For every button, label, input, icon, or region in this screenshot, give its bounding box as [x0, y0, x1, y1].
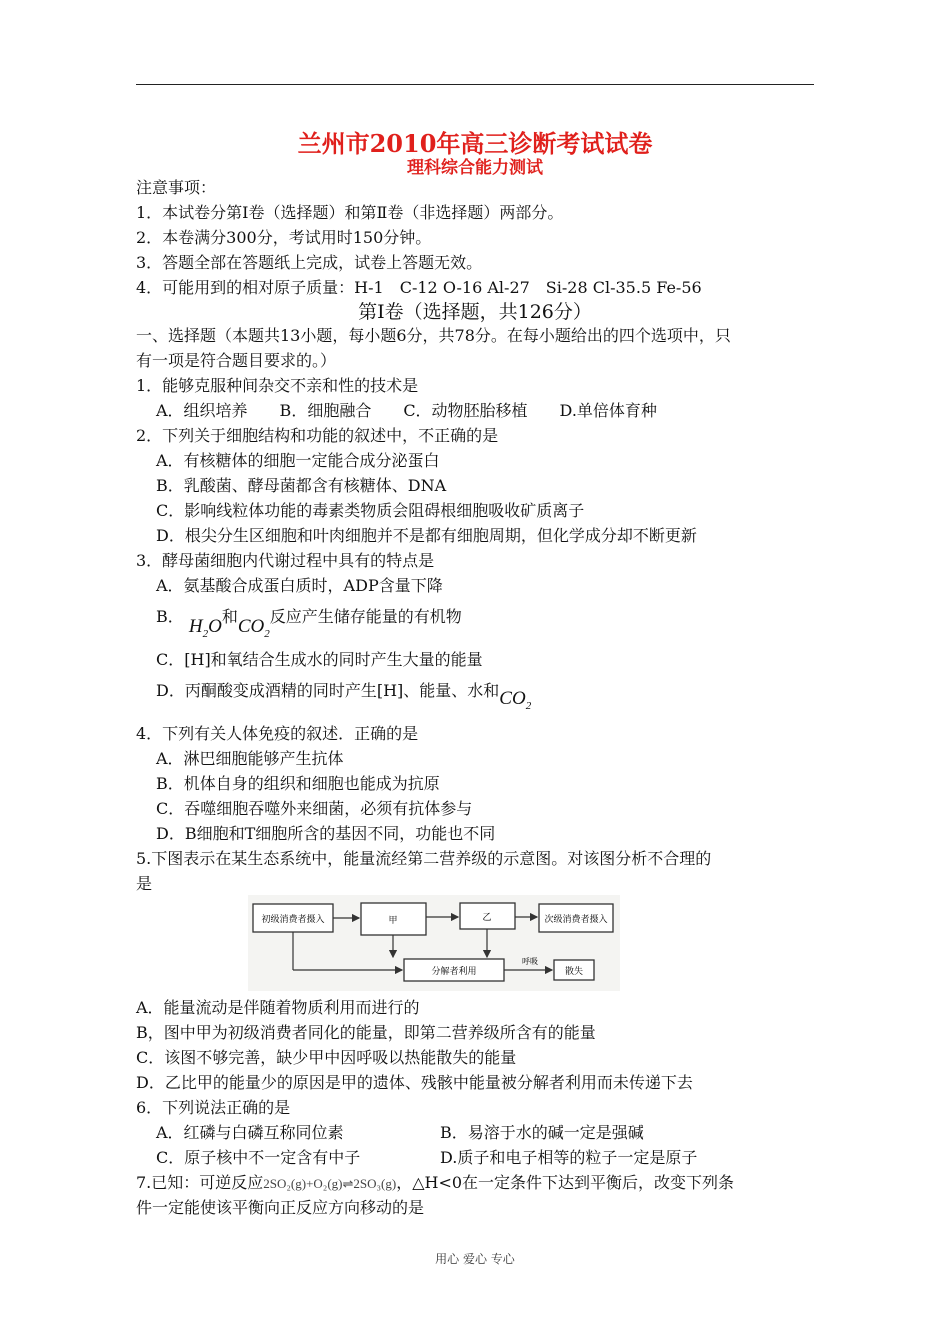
q4-option-b: B．机体自身的组织和细胞也能成为抗原: [156, 774, 440, 793]
q3-option-b-prefix: B．: [156, 607, 184, 626]
q3-option-d: [156, 676, 531, 713]
q7-suffix: ，△H<0在一定条件下达到平衡后，改变下列条: [396, 1173, 735, 1192]
q3-option-d-text: D．丙酮酸变成酒精的同时产生[H]、能量、水和: [156, 681, 500, 700]
svg-text:分解者利用: 分解者利用: [431, 967, 477, 977]
instructions-line-2: 有一项是符合题目要求的。）: [136, 351, 337, 370]
svg-text:乙: 乙: [482, 913, 492, 923]
q3-option-a: A．氨基酸合成蛋白质时，ADP含量下降: [156, 576, 443, 595]
q4-option-d: D．B细胞和T细胞所含的基因不同，功能也不同: [156, 824, 496, 843]
notice-item-4: 4．可能用到的相对原子质量：H-1 C-12 O-16 Al-27 Si-28 Cl-35.5 Fe-56: [136, 278, 702, 297]
q2-option-b: B．乳酸菌、酵母菌都含有核糖体、DNA: [156, 476, 447, 495]
energy-flow-diagram: [248, 895, 620, 991]
q6-option-a: A．红磷与白磷互称同位素: [156, 1123, 344, 1142]
q2-option-d: D．根尖分生区细胞和叶肉细胞并不是都有细胞周期，但化学成分却不断更新: [156, 526, 697, 545]
q6-option-d: D.质子和电子相等的粒子一定是原子: [440, 1148, 698, 1167]
q1-stem: 1．能够克服种间杂交不亲和性的技术是: [136, 376, 419, 395]
section-heading: 第Ⅰ卷（选择题，共126分）: [358, 301, 592, 323]
q5-option-d: D．乙比甲的能量少的原因是甲的遗体、残骸中能量被分解者利用而未传递下去: [136, 1073, 693, 1092]
co2-formula-2: $CO_2$: [499, 688, 532, 712]
page-subtitle: 理科综合能力测试: [407, 158, 543, 178]
svg-text:次级消费者摄入: 次级消费者摄入: [544, 915, 608, 925]
q1-options: A．组织培养 B．细胞融合 C．动物胚胎移植 D.单倍体育种: [156, 401, 657, 420]
notice-item-1: 1．本试卷分第Ⅰ卷（选择题）和第Ⅱ卷（非选择题）两部分。: [136, 203, 564, 222]
q7-stem-line-1: [136, 1173, 734, 1194]
q6-option-b: B．易溶于水的碱一定是强碱: [440, 1123, 644, 1142]
q4-stem: 4．下列有关人体免疫的叙述．正确的是: [136, 724, 419, 743]
q5-option-c: C．该图不够完善，缺少甲中因呼吸以热能散失的能量: [136, 1048, 517, 1067]
notice-item-2: 2．本卷满分300分，考试用时150分钟。: [136, 228, 432, 247]
q6-stem: 6．下列说法正确的是: [136, 1098, 291, 1117]
q5-stem-line-2: 是: [136, 874, 153, 893]
top-rule: [136, 84, 814, 85]
q7-stem-line-2: 件一定能使该平衡向正反应方向移动的是: [136, 1198, 425, 1217]
q3-option-c: C．[H]和氧结合生成水的同时产生大量的能量: [156, 650, 483, 669]
q6-option-c: C．原子核中不一定含有中子: [156, 1148, 361, 1167]
q2-stem: 2．下列关于细胞结构和功能的叙述中，不正确的是: [136, 426, 499, 445]
q4-option-a: A．淋巴细胞能够产生抗体: [156, 749, 344, 768]
svg-text:初级消费者摄入: 初级消费者摄入: [261, 915, 325, 925]
svg-text:呼吸: 呼吸: [522, 957, 538, 966]
q2-option-c: C．影响线粒体功能的毒素类物质会阻碍根细胞吸收矿质离子: [156, 501, 585, 520]
q2-option-a: A．有核糖体的细胞一定能合成分泌蛋白: [156, 451, 440, 470]
q7-prefix: 7.已知：可逆反应: [136, 1173, 264, 1192]
q7-equation: 2SO₂(g)+O₂(g)⇌2SO₃(g): [263, 1176, 397, 1191]
q3-option-b-and: 和: [221, 607, 238, 626]
page-footer: 用心 爱心 专心: [435, 1252, 515, 1266]
h2o-formula: $H_2O$: [188, 616, 222, 640]
svg-text:散失: 散失: [564, 967, 584, 977]
q3-option-b: [156, 602, 462, 639]
q3-option-b-suffix: 反应产生储存能量的有机物: [269, 607, 462, 626]
co2-formula: $CO_2$: [237, 616, 270, 640]
q5-stem-line-1: 5.下图表示在某生态系统中，能量流经第二营养级的示意图。对该图分析不合理的: [136, 849, 712, 868]
instructions-line-1: 一、选择题（本题共13小题，每小题6分，共78分。在每小题给出的四个选项中，只: [136, 326, 731, 345]
notice-item-3: 3．答题全部在答题纸上完成，试卷上答题无效。: [136, 253, 483, 272]
q4-option-c: C．吞噬细胞吞噬外来细菌，必须有抗体参与: [156, 799, 473, 818]
q5-option-a: A．能量流动是伴随着物质利用而进行的: [136, 998, 420, 1017]
q5-option-b: B，图中甲为初级消费者同化的能量，即第二营养级所含有的能量: [136, 1023, 596, 1042]
svg-text:甲: 甲: [388, 916, 398, 926]
q3-stem: 3．酵母菌细胞内代谢过程中具有的特点是: [136, 551, 435, 570]
notice-heading: 注意事项：: [136, 178, 217, 197]
page-title: 兰州市2010年高三诊断考试试卷: [297, 129, 653, 158]
